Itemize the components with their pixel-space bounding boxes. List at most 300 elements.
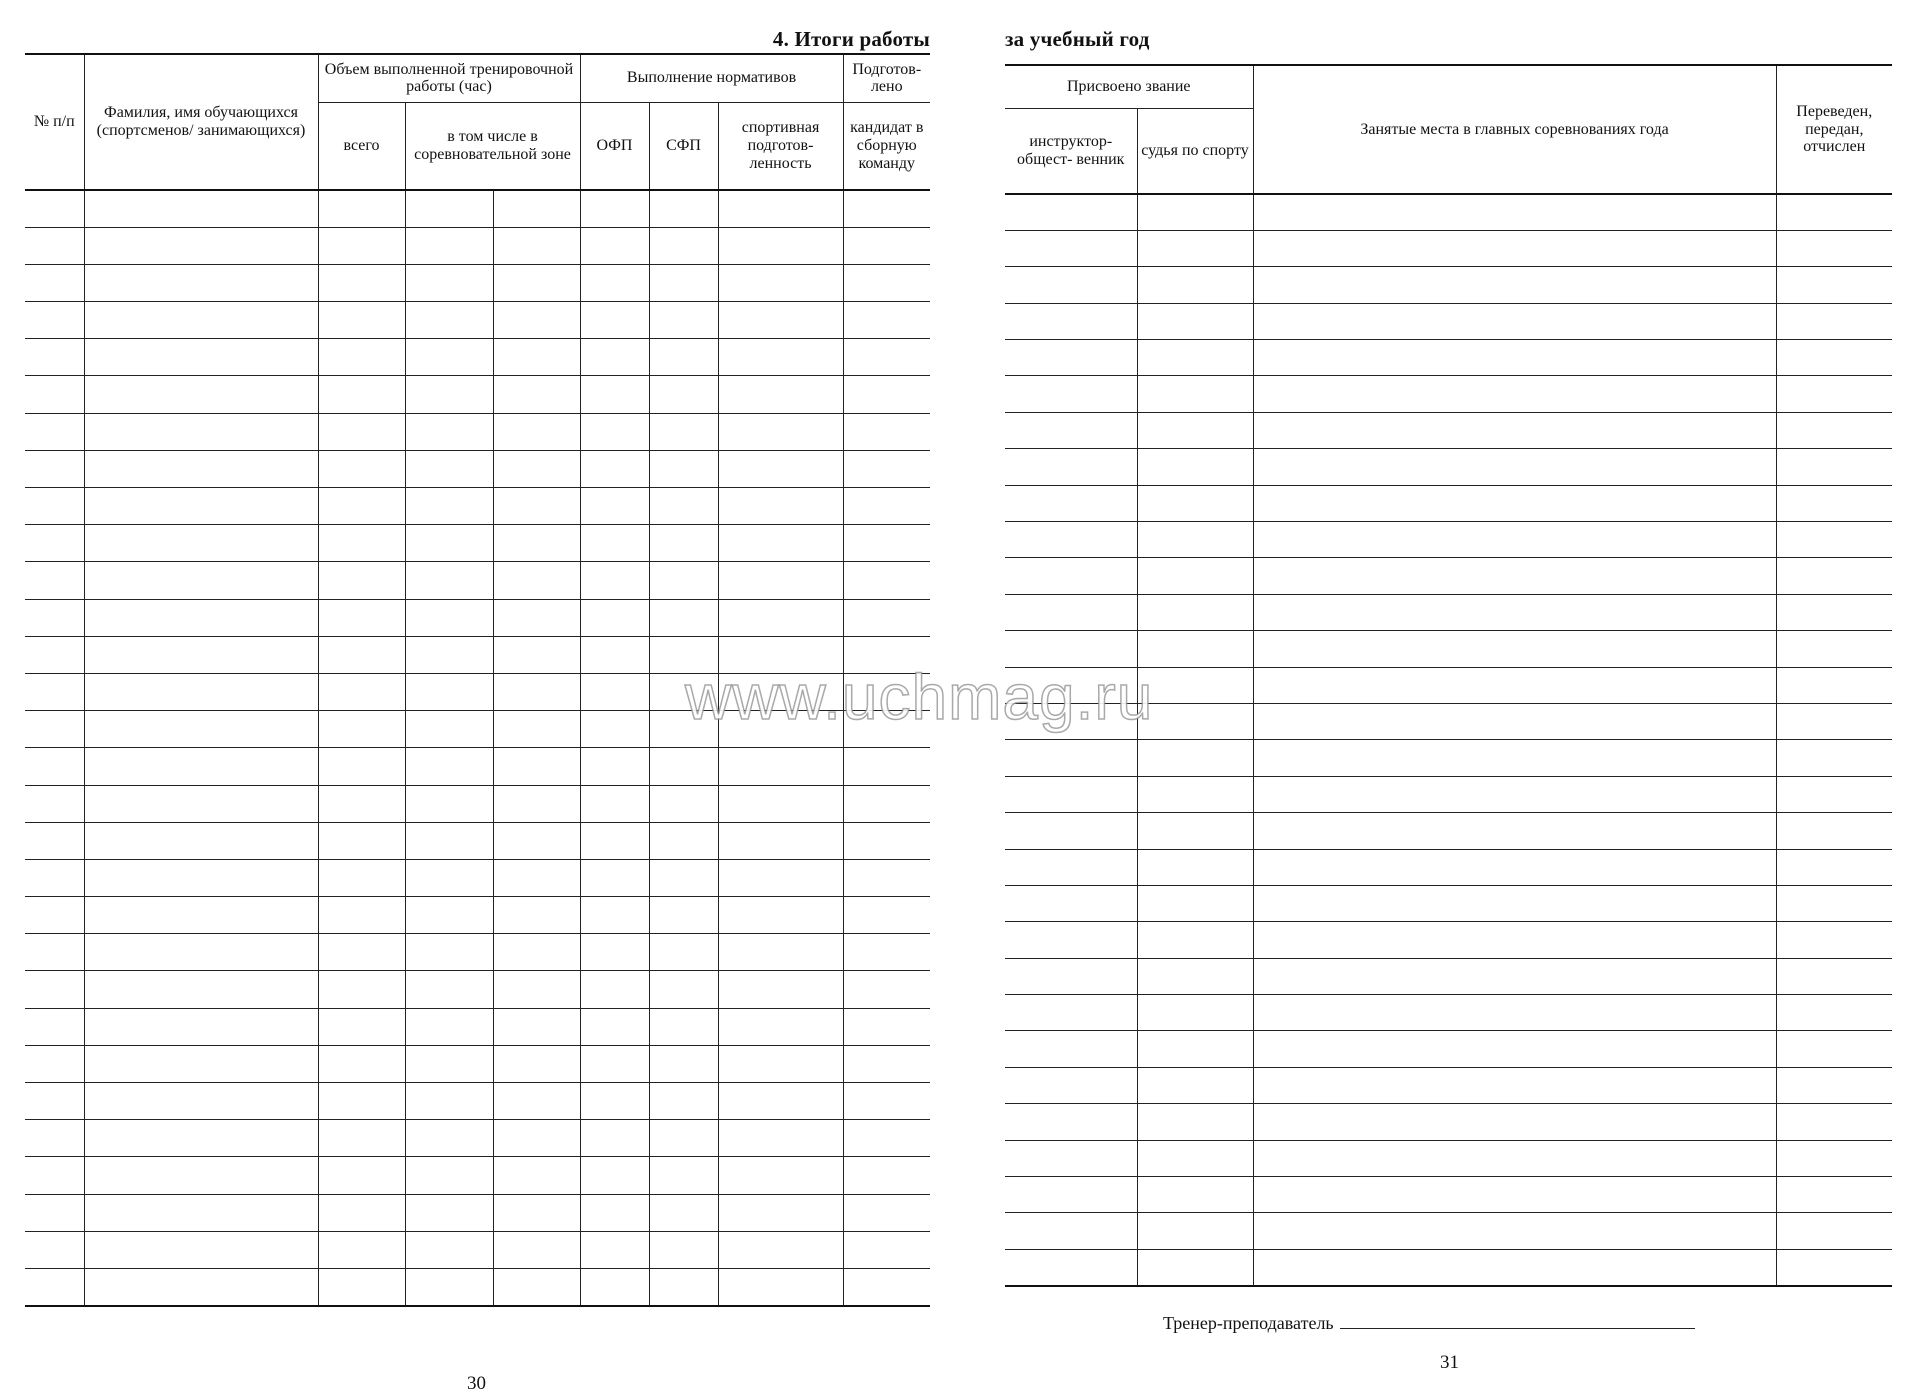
table-cell[interactable] bbox=[25, 190, 84, 227]
table-cell[interactable] bbox=[580, 1083, 649, 1120]
table-cell[interactable] bbox=[1253, 849, 1776, 885]
table-cell[interactable] bbox=[580, 413, 649, 450]
table-cell[interactable] bbox=[649, 1045, 718, 1082]
table-cell[interactable] bbox=[405, 636, 493, 673]
table-cell[interactable] bbox=[843, 1268, 930, 1305]
table-cell[interactable] bbox=[718, 673, 843, 710]
table-cell[interactable] bbox=[84, 748, 318, 785]
table-cell[interactable] bbox=[718, 711, 843, 748]
table-cell[interactable] bbox=[649, 525, 718, 562]
table-cell[interactable] bbox=[843, 525, 930, 562]
table-cell[interactable] bbox=[649, 376, 718, 413]
table-cell[interactable] bbox=[1005, 1067, 1137, 1103]
table-cell[interactable] bbox=[649, 227, 718, 264]
table-cell[interactable] bbox=[843, 302, 930, 339]
table-cell[interactable] bbox=[718, 190, 843, 227]
table-cell[interactable] bbox=[1005, 485, 1137, 521]
table-cell[interactable] bbox=[1776, 412, 1892, 448]
table-cell[interactable] bbox=[580, 897, 649, 934]
table-cell[interactable] bbox=[493, 413, 580, 450]
table-cell[interactable] bbox=[718, 636, 843, 673]
signature-blank[interactable] bbox=[1340, 1312, 1695, 1329]
table-cell[interactable] bbox=[649, 859, 718, 896]
table-cell[interactable] bbox=[318, 897, 405, 934]
table-cell[interactable] bbox=[718, 1083, 843, 1120]
table-cell[interactable] bbox=[1776, 995, 1892, 1031]
table-cell[interactable] bbox=[493, 488, 580, 525]
table-cell[interactable] bbox=[1253, 631, 1776, 667]
table-cell[interactable] bbox=[649, 1008, 718, 1045]
table-cell[interactable] bbox=[649, 190, 718, 227]
table-cell[interactable] bbox=[1005, 740, 1137, 776]
table-cell[interactable] bbox=[25, 302, 84, 339]
table-cell[interactable] bbox=[649, 673, 718, 710]
table-cell[interactable] bbox=[1137, 340, 1253, 376]
table-cell[interactable] bbox=[1253, 1104, 1776, 1140]
table-cell[interactable] bbox=[649, 599, 718, 636]
table-cell[interactable] bbox=[84, 673, 318, 710]
table-cell[interactable] bbox=[1137, 376, 1253, 412]
table-cell[interactable] bbox=[843, 562, 930, 599]
table-cell[interactable] bbox=[649, 711, 718, 748]
table-cell[interactable] bbox=[1776, 522, 1892, 558]
table-cell[interactable] bbox=[318, 488, 405, 525]
table-cell[interactable] bbox=[493, 1268, 580, 1305]
table-cell[interactable] bbox=[649, 488, 718, 525]
table-cell[interactable] bbox=[649, 897, 718, 934]
table-cell[interactable] bbox=[843, 859, 930, 896]
table-cell[interactable] bbox=[843, 971, 930, 1008]
table-cell[interactable] bbox=[405, 1157, 493, 1194]
table-cell[interactable] bbox=[843, 1045, 930, 1082]
table-cell[interactable] bbox=[1137, 303, 1253, 339]
table-cell[interactable] bbox=[405, 785, 493, 822]
table-cell[interactable] bbox=[1137, 1249, 1253, 1285]
table-cell[interactable] bbox=[718, 1268, 843, 1305]
table-cell[interactable] bbox=[580, 971, 649, 1008]
table-cell[interactable] bbox=[405, 525, 493, 562]
table-cell[interactable] bbox=[843, 822, 930, 859]
table-cell[interactable] bbox=[580, 562, 649, 599]
table-cell[interactable] bbox=[580, 525, 649, 562]
table-cell[interactable] bbox=[1776, 813, 1892, 849]
table-cell[interactable] bbox=[843, 413, 930, 450]
table-cell[interactable] bbox=[718, 1045, 843, 1082]
table-cell[interactable] bbox=[580, 822, 649, 859]
table-cell[interactable] bbox=[1253, 376, 1776, 412]
table-cell[interactable] bbox=[718, 450, 843, 487]
table-cell[interactable] bbox=[649, 785, 718, 822]
table-cell[interactable] bbox=[405, 376, 493, 413]
table-cell[interactable] bbox=[405, 264, 493, 301]
table-cell[interactable] bbox=[25, 636, 84, 673]
table-cell[interactable] bbox=[1776, 485, 1892, 521]
table-cell[interactable] bbox=[1253, 667, 1776, 703]
table-cell[interactable] bbox=[1253, 1067, 1776, 1103]
table-cell[interactable] bbox=[25, 822, 84, 859]
table-cell[interactable] bbox=[1005, 1249, 1137, 1285]
table-cell[interactable] bbox=[25, 1194, 84, 1231]
table-cell[interactable] bbox=[843, 264, 930, 301]
table-cell[interactable] bbox=[25, 897, 84, 934]
table-cell[interactable] bbox=[25, 1231, 84, 1268]
table-cell[interactable] bbox=[1253, 412, 1776, 448]
table-cell[interactable] bbox=[1005, 230, 1137, 266]
table-cell[interactable] bbox=[649, 822, 718, 859]
table-cell[interactable] bbox=[1005, 1104, 1137, 1140]
table-cell[interactable] bbox=[25, 934, 84, 971]
table-cell[interactable] bbox=[1253, 1140, 1776, 1176]
table-cell[interactable] bbox=[318, 1268, 405, 1305]
table-cell[interactable] bbox=[1253, 267, 1776, 303]
table-cell[interactable] bbox=[649, 1083, 718, 1120]
table-cell[interactable] bbox=[718, 971, 843, 1008]
table-cell[interactable] bbox=[318, 562, 405, 599]
table-cell[interactable] bbox=[843, 1083, 930, 1120]
table-cell[interactable] bbox=[25, 1120, 84, 1157]
table-cell[interactable] bbox=[1776, 1067, 1892, 1103]
table-cell[interactable] bbox=[1253, 1177, 1776, 1213]
table-cell[interactable] bbox=[718, 599, 843, 636]
table-cell[interactable] bbox=[649, 1268, 718, 1305]
table-cell[interactable] bbox=[405, 934, 493, 971]
table-cell[interactable] bbox=[25, 227, 84, 264]
table-cell[interactable] bbox=[405, 673, 493, 710]
table-cell[interactable] bbox=[318, 599, 405, 636]
table-cell[interactable] bbox=[493, 302, 580, 339]
table-cell[interactable] bbox=[843, 897, 930, 934]
table-cell[interactable] bbox=[718, 264, 843, 301]
table-cell[interactable] bbox=[718, 1194, 843, 1231]
table-cell[interactable] bbox=[649, 339, 718, 376]
table-cell[interactable] bbox=[1776, 958, 1892, 994]
table-cell[interactable] bbox=[1776, 376, 1892, 412]
table-cell[interactable] bbox=[318, 1045, 405, 1082]
table-cell[interactable] bbox=[1137, 1140, 1253, 1176]
table-cell[interactable] bbox=[1005, 267, 1137, 303]
table-cell[interactable] bbox=[25, 673, 84, 710]
table-cell[interactable] bbox=[649, 413, 718, 450]
table-cell[interactable] bbox=[1253, 740, 1776, 776]
table-cell[interactable] bbox=[1776, 849, 1892, 885]
table-cell[interactable] bbox=[405, 488, 493, 525]
table-cell[interactable] bbox=[493, 525, 580, 562]
table-cell[interactable] bbox=[84, 1194, 318, 1231]
table-cell[interactable] bbox=[1137, 958, 1253, 994]
table-cell[interactable] bbox=[1005, 922, 1137, 958]
table-cell[interactable] bbox=[493, 339, 580, 376]
table-cell[interactable] bbox=[318, 1194, 405, 1231]
table-cell[interactable] bbox=[318, 1083, 405, 1120]
table-cell[interactable] bbox=[84, 636, 318, 673]
table-cell[interactable] bbox=[1776, 1249, 1892, 1285]
table-cell[interactable] bbox=[318, 190, 405, 227]
table-cell[interactable] bbox=[1253, 1249, 1776, 1285]
table-cell[interactable] bbox=[1776, 922, 1892, 958]
table-cell[interactable] bbox=[580, 636, 649, 673]
table-cell[interactable] bbox=[718, 339, 843, 376]
table-cell[interactable] bbox=[1005, 703, 1137, 739]
table-cell[interactable] bbox=[493, 376, 580, 413]
table-cell[interactable] bbox=[493, 264, 580, 301]
table-cell[interactable] bbox=[1776, 776, 1892, 812]
table-cell[interactable] bbox=[84, 1083, 318, 1120]
table-cell[interactable] bbox=[843, 488, 930, 525]
table-cell[interactable] bbox=[1005, 376, 1137, 412]
table-cell[interactable] bbox=[1253, 194, 1776, 230]
table-cell[interactable] bbox=[84, 190, 318, 227]
table-cell[interactable] bbox=[1137, 1213, 1253, 1249]
table-cell[interactable] bbox=[580, 190, 649, 227]
table-cell[interactable] bbox=[718, 1231, 843, 1268]
table-cell[interactable] bbox=[25, 264, 84, 301]
table-cell[interactable] bbox=[580, 748, 649, 785]
table-cell[interactable] bbox=[318, 227, 405, 264]
table-cell[interactable] bbox=[318, 785, 405, 822]
table-cell[interactable] bbox=[1776, 230, 1892, 266]
table-cell[interactable] bbox=[580, 450, 649, 487]
table-cell[interactable] bbox=[84, 339, 318, 376]
table-cell[interactable] bbox=[1776, 740, 1892, 776]
table-cell[interactable] bbox=[25, 971, 84, 1008]
table-cell[interactable] bbox=[1253, 449, 1776, 485]
table-cell[interactable] bbox=[405, 302, 493, 339]
table-cell[interactable] bbox=[649, 264, 718, 301]
table-cell[interactable] bbox=[405, 1045, 493, 1082]
table-cell[interactable] bbox=[493, 934, 580, 971]
table-cell[interactable] bbox=[1137, 230, 1253, 266]
table-cell[interactable] bbox=[25, 1157, 84, 1194]
table-cell[interactable] bbox=[25, 488, 84, 525]
table-cell[interactable] bbox=[649, 1120, 718, 1157]
table-cell[interactable] bbox=[84, 785, 318, 822]
table-cell[interactable] bbox=[318, 636, 405, 673]
table-cell[interactable] bbox=[84, 934, 318, 971]
table-cell[interactable] bbox=[84, 450, 318, 487]
table-cell[interactable] bbox=[718, 488, 843, 525]
table-cell[interactable] bbox=[580, 339, 649, 376]
table-cell[interactable] bbox=[493, 190, 580, 227]
table-cell[interactable] bbox=[1253, 485, 1776, 521]
table-cell[interactable] bbox=[84, 302, 318, 339]
table-cell[interactable] bbox=[1253, 922, 1776, 958]
table-cell[interactable] bbox=[84, 1045, 318, 1082]
table-cell[interactable] bbox=[718, 934, 843, 971]
table-cell[interactable] bbox=[1137, 594, 1253, 630]
table-cell[interactable] bbox=[25, 562, 84, 599]
table-cell[interactable] bbox=[318, 711, 405, 748]
table-cell[interactable] bbox=[493, 971, 580, 1008]
table-cell[interactable] bbox=[84, 711, 318, 748]
table-cell[interactable] bbox=[318, 413, 405, 450]
table-cell[interactable] bbox=[318, 859, 405, 896]
table-cell[interactable] bbox=[405, 859, 493, 896]
table-cell[interactable] bbox=[493, 859, 580, 896]
table-cell[interactable] bbox=[25, 599, 84, 636]
table-cell[interactable] bbox=[1137, 485, 1253, 521]
table-cell[interactable] bbox=[318, 822, 405, 859]
table-cell[interactable] bbox=[580, 302, 649, 339]
table-cell[interactable] bbox=[25, 1045, 84, 1082]
table-cell[interactable] bbox=[84, 971, 318, 1008]
table-cell[interactable] bbox=[318, 302, 405, 339]
table-cell[interactable] bbox=[1253, 303, 1776, 339]
table-cell[interactable] bbox=[405, 897, 493, 934]
table-cell[interactable] bbox=[1253, 340, 1776, 376]
table-cell[interactable] bbox=[84, 488, 318, 525]
table-cell[interactable] bbox=[843, 934, 930, 971]
table-cell[interactable] bbox=[843, 190, 930, 227]
table-cell[interactable] bbox=[843, 1157, 930, 1194]
table-cell[interactable] bbox=[318, 450, 405, 487]
table-cell[interactable] bbox=[1137, 412, 1253, 448]
table-cell[interactable] bbox=[1137, 703, 1253, 739]
table-cell[interactable] bbox=[1005, 449, 1137, 485]
table-cell[interactable] bbox=[1005, 412, 1137, 448]
table-cell[interactable] bbox=[25, 1083, 84, 1120]
table-cell[interactable] bbox=[493, 673, 580, 710]
table-cell[interactable] bbox=[1776, 885, 1892, 921]
table-cell[interactable] bbox=[318, 264, 405, 301]
table-cell[interactable] bbox=[25, 450, 84, 487]
table-cell[interactable] bbox=[318, 525, 405, 562]
table-cell[interactable] bbox=[493, 1120, 580, 1157]
table-cell[interactable] bbox=[405, 450, 493, 487]
table-cell[interactable] bbox=[318, 934, 405, 971]
table-cell[interactable] bbox=[1776, 1104, 1892, 1140]
table-cell[interactable] bbox=[580, 785, 649, 822]
table-cell[interactable] bbox=[580, 1194, 649, 1231]
table-cell[interactable] bbox=[718, 376, 843, 413]
table-cell[interactable] bbox=[843, 636, 930, 673]
table-cell[interactable] bbox=[1253, 813, 1776, 849]
table-cell[interactable] bbox=[84, 227, 318, 264]
table-cell[interactable] bbox=[493, 711, 580, 748]
table-cell[interactable] bbox=[718, 413, 843, 450]
table-cell[interactable] bbox=[843, 339, 930, 376]
table-cell[interactable] bbox=[84, 562, 318, 599]
table-cell[interactable] bbox=[843, 1120, 930, 1157]
table-cell[interactable] bbox=[25, 376, 84, 413]
table-cell[interactable] bbox=[84, 859, 318, 896]
table-cell[interactable] bbox=[84, 376, 318, 413]
table-cell[interactable] bbox=[25, 413, 84, 450]
table-cell[interactable] bbox=[318, 1008, 405, 1045]
table-cell[interactable] bbox=[493, 1083, 580, 1120]
table-cell[interactable] bbox=[843, 711, 930, 748]
table-cell[interactable] bbox=[580, 1268, 649, 1305]
table-cell[interactable] bbox=[84, 1157, 318, 1194]
table-cell[interactable] bbox=[1137, 813, 1253, 849]
table-cell[interactable] bbox=[25, 1008, 84, 1045]
table-cell[interactable] bbox=[649, 971, 718, 1008]
table-cell[interactable] bbox=[718, 785, 843, 822]
table-cell[interactable] bbox=[1005, 667, 1137, 703]
table-cell[interactable] bbox=[84, 1120, 318, 1157]
table-cell[interactable] bbox=[649, 934, 718, 971]
table-cell[interactable] bbox=[84, 897, 318, 934]
table-cell[interactable] bbox=[1137, 776, 1253, 812]
table-cell[interactable] bbox=[493, 1231, 580, 1268]
table-cell[interactable] bbox=[1776, 703, 1892, 739]
table-cell[interactable] bbox=[405, 971, 493, 1008]
table-cell[interactable] bbox=[1137, 1067, 1253, 1103]
table-cell[interactable] bbox=[843, 1194, 930, 1231]
table-cell[interactable] bbox=[1005, 995, 1137, 1031]
table-cell[interactable] bbox=[493, 897, 580, 934]
table-cell[interactable] bbox=[84, 822, 318, 859]
table-cell[interactable] bbox=[318, 1157, 405, 1194]
table-cell[interactable] bbox=[1005, 558, 1137, 594]
table-cell[interactable] bbox=[25, 859, 84, 896]
table-cell[interactable] bbox=[1776, 558, 1892, 594]
table-cell[interactable] bbox=[1776, 340, 1892, 376]
table-cell[interactable] bbox=[318, 971, 405, 1008]
table-cell[interactable] bbox=[718, 748, 843, 785]
table-cell[interactable] bbox=[843, 227, 930, 264]
table-cell[interactable] bbox=[1005, 813, 1137, 849]
table-cell[interactable] bbox=[1137, 922, 1253, 958]
table-cell[interactable] bbox=[493, 785, 580, 822]
table-cell[interactable] bbox=[1137, 1031, 1253, 1067]
table-cell[interactable] bbox=[718, 1008, 843, 1045]
table-cell[interactable] bbox=[1776, 1213, 1892, 1249]
table-cell[interactable] bbox=[405, 1120, 493, 1157]
table-cell[interactable] bbox=[318, 376, 405, 413]
table-cell[interactable] bbox=[1137, 995, 1253, 1031]
table-cell[interactable] bbox=[493, 227, 580, 264]
table-cell[interactable] bbox=[580, 599, 649, 636]
table-cell[interactable] bbox=[718, 859, 843, 896]
table-cell[interactable] bbox=[1253, 958, 1776, 994]
table-cell[interactable] bbox=[1253, 703, 1776, 739]
table-cell[interactable] bbox=[580, 934, 649, 971]
table-cell[interactable] bbox=[843, 1008, 930, 1045]
table-cell[interactable] bbox=[1253, 594, 1776, 630]
table-cell[interactable] bbox=[1776, 267, 1892, 303]
table-cell[interactable] bbox=[843, 450, 930, 487]
table-cell[interactable] bbox=[1005, 594, 1137, 630]
table-cell[interactable] bbox=[1005, 885, 1137, 921]
table-cell[interactable] bbox=[580, 1157, 649, 1194]
table-cell[interactable] bbox=[1137, 1177, 1253, 1213]
table-cell[interactable] bbox=[493, 599, 580, 636]
table-cell[interactable] bbox=[405, 1268, 493, 1305]
table-cell[interactable] bbox=[25, 1268, 84, 1305]
table-cell[interactable] bbox=[1137, 558, 1253, 594]
table-cell[interactable] bbox=[25, 339, 84, 376]
table-cell[interactable] bbox=[493, 748, 580, 785]
table-cell[interactable] bbox=[405, 339, 493, 376]
table-cell[interactable] bbox=[1005, 849, 1137, 885]
table-cell[interactable] bbox=[718, 1157, 843, 1194]
table-cell[interactable] bbox=[580, 376, 649, 413]
table-cell[interactable] bbox=[718, 525, 843, 562]
table-cell[interactable] bbox=[1253, 1213, 1776, 1249]
table-cell[interactable] bbox=[580, 1045, 649, 1082]
table-cell[interactable] bbox=[318, 339, 405, 376]
table-cell[interactable] bbox=[405, 748, 493, 785]
table-cell[interactable] bbox=[843, 599, 930, 636]
table-cell[interactable] bbox=[84, 599, 318, 636]
table-cell[interactable] bbox=[843, 748, 930, 785]
table-cell[interactable] bbox=[405, 822, 493, 859]
table-cell[interactable] bbox=[25, 525, 84, 562]
table-cell[interactable] bbox=[405, 1008, 493, 1045]
table-cell[interactable] bbox=[493, 450, 580, 487]
table-cell[interactable] bbox=[580, 673, 649, 710]
table-cell[interactable] bbox=[405, 227, 493, 264]
